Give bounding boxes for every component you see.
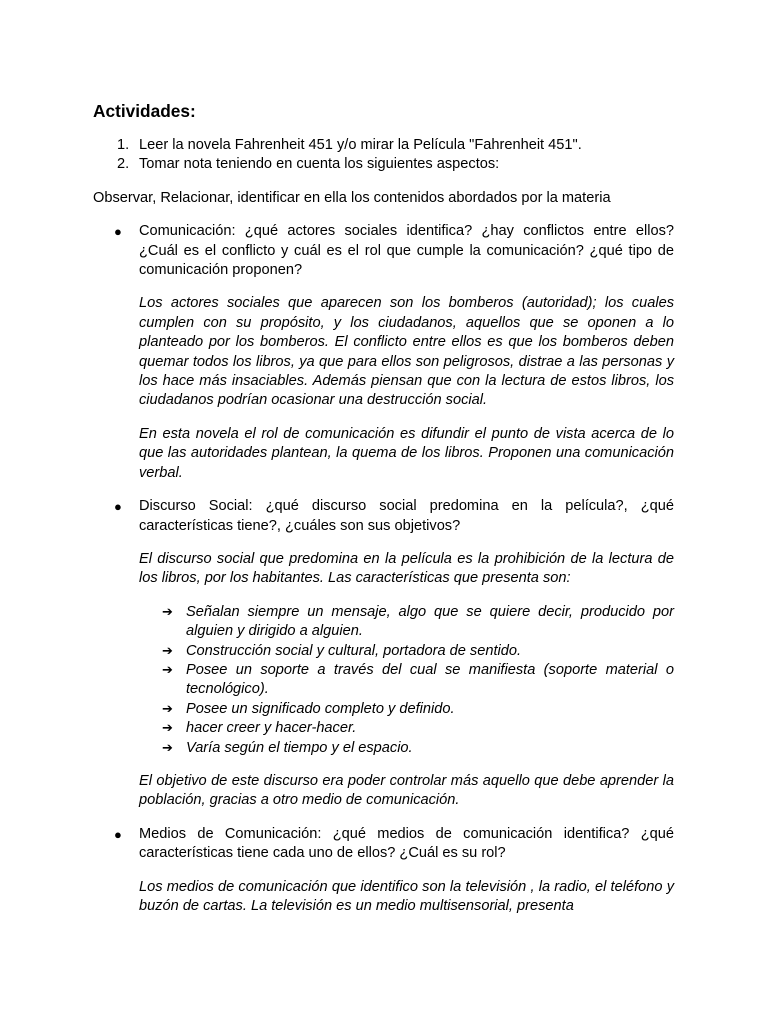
bullet-dot-icon: ●	[114, 826, 122, 842]
page-heading: Actividades:	[93, 101, 196, 121]
bullet-question-comunicacion	[93, 222, 674, 280]
step-number: 1.	[117, 137, 130, 153]
step-text: Leer la novela Fahrenheit 451 y/o mirar la Película "Fahrenheit 451".	[139, 137, 582, 153]
step-text: Tomar nota teniendo en cuenta los siguientes aspectos:	[139, 156, 500, 173]
steps-list	[93, 136, 674, 175]
arrow-right-icon: ➔	[162, 740, 173, 756]
arrow-right-icon: ➔	[162, 721, 173, 737]
feature-item	[93, 661, 674, 700]
feature-text: Señalan siempre un mensaje, algo que se quiere decir, producido por alguien y dirigido a alguien.	[186, 603, 674, 640]
feature-item	[93, 642, 674, 661]
bullet-dot-icon: ●	[114, 499, 122, 515]
feature-item	[93, 719, 674, 738]
question-text: Medios de Comunicación: ¿qué medios de comunicación identifica? ¿qué características tiene cada uno de ellos? ¿Cuál es su rol?	[139, 825, 674, 862]
bullet-question-medios	[93, 825, 674, 864]
arrow-right-icon: ➔	[162, 604, 173, 620]
arrow-right-icon: ➔	[162, 662, 173, 678]
feature-item	[93, 739, 674, 758]
feature-item	[93, 603, 674, 642]
bullet-question-discurso	[93, 497, 674, 536]
step-item	[93, 136, 674, 155]
question-text: Discurso Social: ¿qué discurso social predomina en la película?, ¿qué características tiene?, ¿cuáles son sus objetivos?	[139, 498, 674, 534]
answer-paragraph: Los actores sociales que aparecen son los bomberos (autoridad); los cuales cumplen con su propósito, y los ciudadanos, aquellos que se oponen a lo planteado por los bomberos. El conflicto entre ellos es que los bomberos deben quemar todos los libros, ya que para ellos son peligrosos, distrae a las personas y los hace más insaciables. Además piensan que con la lectura de estos libros, los ciudadanos podrían ocasionar una destrucción social.	[139, 295, 674, 409]
feature-text: Construcción social y cultural, portadora de sentido.	[186, 642, 522, 659]
feature-text: Posee un significado completo y definido.	[186, 700, 455, 717]
arrow-right-icon: ➔	[162, 701, 173, 717]
answer-paragraph: El discurso social que predomina en la película es la prohibición de la lectura de los libros, por los habitantes. Las características que presenta son:	[139, 550, 674, 587]
feature-text: hacer creer y hacer-hacer.	[186, 720, 357, 737]
step-item	[93, 155, 674, 174]
answer-paragraph: El objetivo de este discurso era poder controlar más aquello que debe aprender la población, gracias a otro medio de comunicación.	[139, 772, 674, 809]
arrow-right-icon: ➔	[162, 643, 173, 659]
step-number: 2.	[117, 156, 130, 173]
question-text: Comunicación: ¿qué actores sociales identifica? ¿hay conflictos entre ellos? ¿Cuál es el conflicto y cuál es el rol que cumple la comunicación? ¿qué tipo de comunicación proponen?	[139, 223, 674, 279]
intro-paragraph: Observar, Relacionar, identificar en ella los contenidos abordados por la materia	[93, 189, 611, 206]
features-list	[93, 603, 674, 758]
feature-text: Posee un soporte a través del cual se manifiesta (soporte material o tecnológico).	[186, 661, 674, 698]
bullet-dot-icon: ●	[114, 224, 122, 240]
answer-paragraph: Los medios de comunicación que identifico son la televisión , la radio, el teléfono y buzón de cartas. La televisión es un medio multisensorial, presenta	[139, 878, 674, 914]
feature-item	[93, 700, 674, 719]
feature-text: Varía según el tiempo y el espacio.	[186, 739, 413, 756]
answer-paragraph: En esta novela el rol de comunicación es difundir el punto de vista acerca de lo que las autoridades plantean, la quema de los libros. Proponen una comunicación verbal.	[139, 425, 674, 481]
